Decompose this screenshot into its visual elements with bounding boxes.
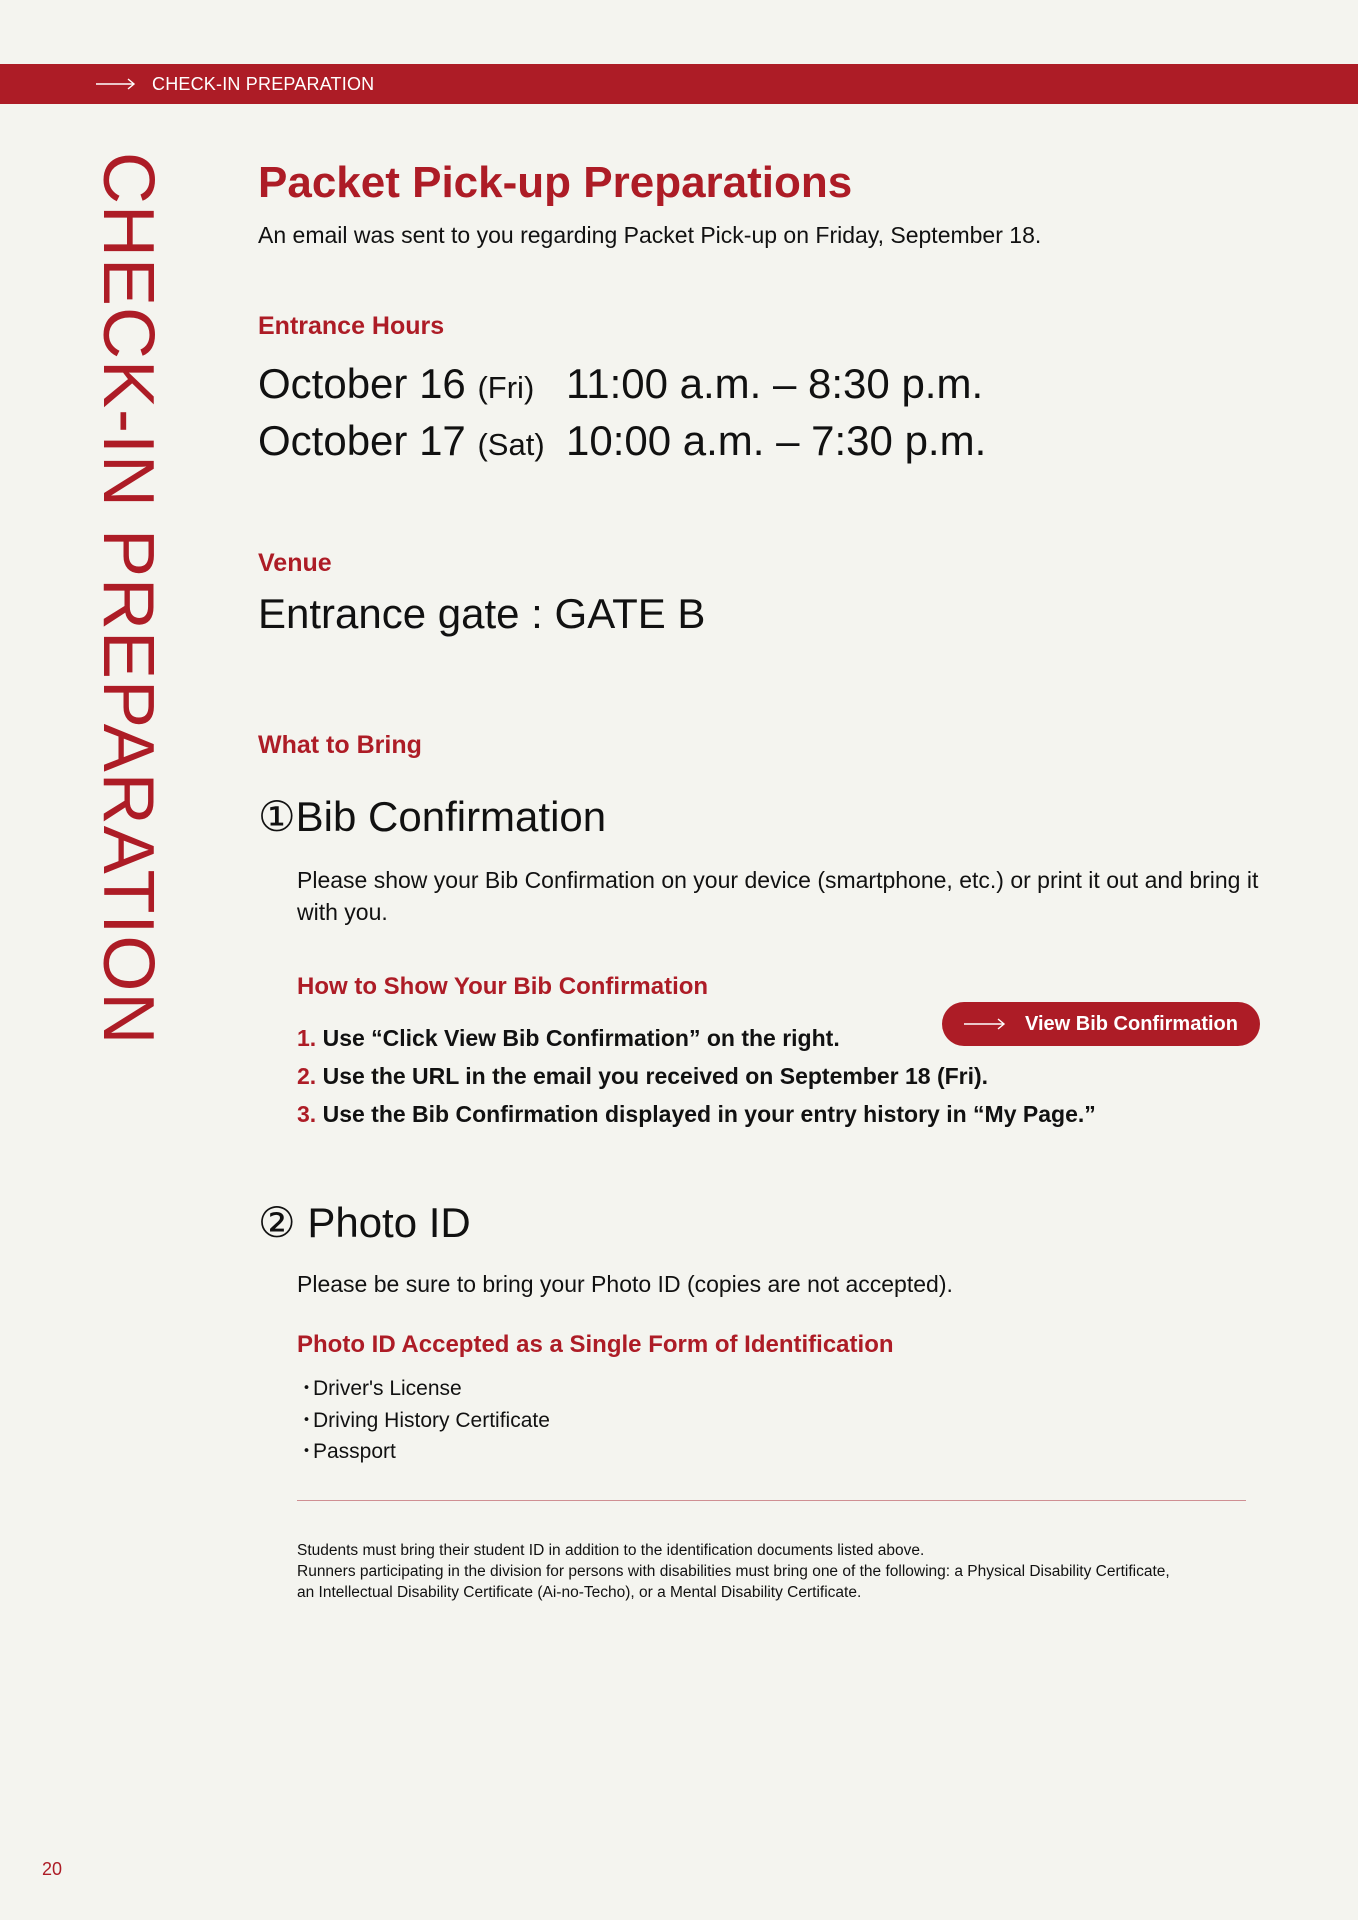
section-header-band: [0, 64, 1358, 104]
footnote-line: Runners participating in the division for persons with disabilities must bring one of the following: a Physical Disability Certificate,: [297, 1563, 1170, 1580]
hours-date: October 17 (Sat): [258, 417, 545, 464]
hours-time: 11:00 a.m. – 8:30 p.m.: [566, 360, 984, 407]
list-item: ・ Driver's License: [302, 1373, 550, 1405]
bib-confirmation-title: ①Bib Confirmation: [258, 793, 607, 840]
vertical-section-title: CHECK-IN PREPARATION: [88, 152, 168, 1046]
page-number: 20: [42, 1859, 63, 1879]
intro-text: An email was sent to you regarding Packet Pick-up on Friday, September 18.: [258, 222, 1042, 248]
section-header-label: CHECK-IN PREPARATION: [152, 74, 375, 94]
hours-date: October 16 (Fri): [258, 360, 535, 407]
arrow-right-icon: [96, 78, 136, 90]
how-to-show-heading: How to Show Your Bib Confirmation: [297, 973, 709, 1000]
footnote-line: Students must bring their student ID in addition to the identification documents listed above.: [297, 1542, 925, 1559]
list-item: ・ Passport: [302, 1436, 550, 1468]
what-to-bring-heading: What to Bring: [258, 731, 422, 759]
list-item: 1. Use “Click View Bib Confirmation” on the right.: [297, 1025, 840, 1051]
view-bib-confirmation-label: View Bib Confirmation: [1025, 1013, 1238, 1035]
photo-id-title: ② Photo ID: [258, 1199, 471, 1246]
view-bib-confirmation-button[interactable]: [942, 1002, 1260, 1046]
accepted-id-list: [302, 1373, 550, 1468]
footnotes: [297, 1540, 1297, 1603]
hours-row: [258, 360, 983, 408]
hours-row: [258, 417, 986, 465]
photo-id-accepted-heading: Photo ID Accepted as a Single Form of Identification: [297, 1331, 894, 1358]
entrance-hours-heading: Entrance Hours: [258, 312, 445, 340]
footnote-line: an Intellectual Disability Certificate (Ai-no-Techo), or a Mental Disability Certificate.: [297, 1584, 862, 1601]
photo-id-description: Please be sure to bring your Photo ID (copies are not accepted).: [297, 1271, 953, 1297]
arrow-right-icon: [964, 1018, 1006, 1030]
venue-text: Entrance gate : GATE B: [258, 590, 706, 637]
hours-time: 10:00 a.m. – 7:30 p.m.: [566, 417, 987, 464]
list-item: ・ Driving History Certificate: [302, 1405, 550, 1437]
bib-confirmation-description: Please show your Bib Confirmation on your device (smartphone, etc.) or print it out and bring it with you.: [297, 867, 1259, 925]
venue-heading: Venue: [258, 549, 332, 577]
list-item: 2. Use the URL in the email you received on September 18 (Fri).: [297, 1063, 989, 1089]
divider: [297, 1500, 1246, 1501]
page-title: Packet Pick-up Preparations: [258, 158, 853, 207]
list-item: 3. Use the Bib Confirmation displayed in your entry history in “My Page.”: [297, 1101, 1096, 1127]
